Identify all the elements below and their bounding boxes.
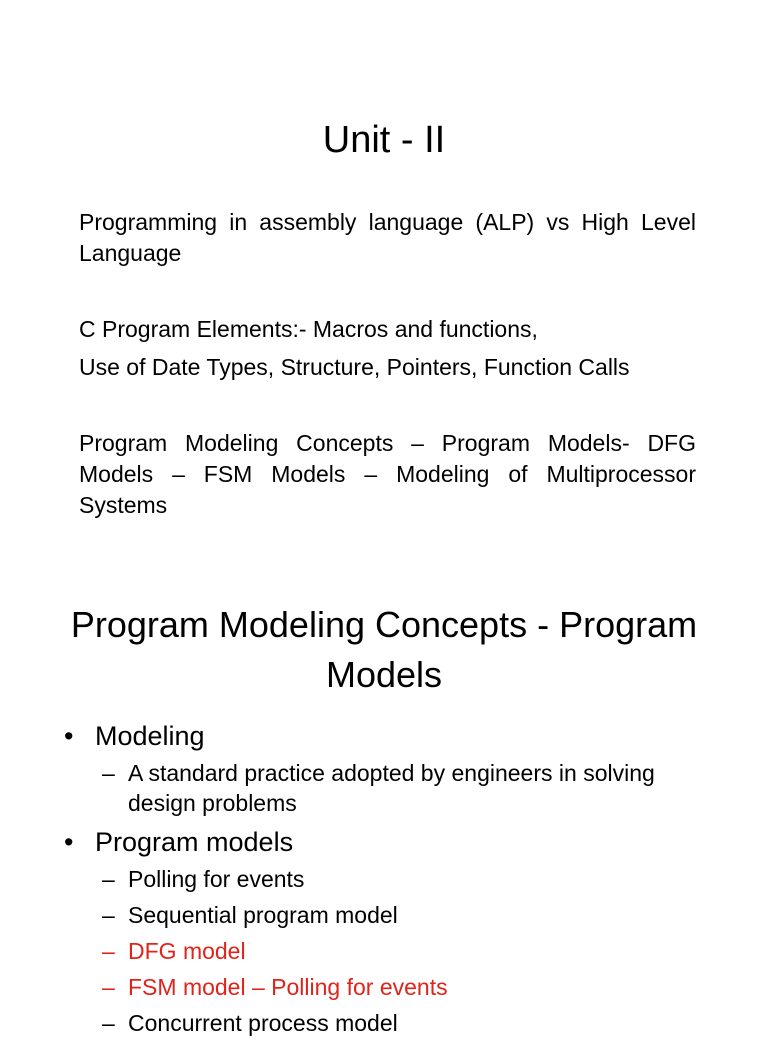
bullet-label: Modeling [95,721,205,751]
sub-item-text: Polling for events [128,866,305,892]
sub-item [0,900,768,930]
sub-item [0,758,768,818]
sub-dash: – [102,760,115,786]
sub-dash: – [102,938,115,964]
sub-dash: – [102,866,115,892]
bullet-list [0,718,768,1044]
sub-item-text: A standard practice adopted by engineers in solving design problems [128,760,655,816]
sub-item-highlighted [0,972,768,1002]
paragraph-c-elements: C Program Elements:- Macros and functions, [79,316,538,342]
bullet-dot: • [64,721,74,751]
slide-title: Unit - II [322,119,446,161]
slide-title: Program Modeling Concepts - Program Models [70,604,698,695]
bullet-modeling [0,718,768,754]
sub-item-text: DFG model [128,938,246,964]
sub-dash: – [102,902,115,928]
sub-dash: – [102,1010,115,1036]
paragraph-data-types: Use of Date Types, Structure, Pointers, Function Calls [79,354,630,380]
sub-item [0,864,768,894]
bullet-program-models [0,824,768,860]
sub-item-text: Concurrent process model [128,1010,398,1036]
sub-item [0,1008,768,1038]
sub-item-text: Sequential program model [128,902,398,928]
slide-program-models [0,560,768,1036]
sub-item-highlighted [0,936,768,966]
paragraph-alp-vs-hll: Programming in assembly language (ALP) vs High Level Language [79,209,696,266]
sub-dash: – [102,974,115,1000]
paragraph-modeling-concepts: Program Modeling Concepts – Program Models- DFG Models – FSM Models – Modeling of Multiprocessor Systems [79,430,696,518]
sub-item-text: FSM model – Polling for events [128,974,448,1000]
bullet-dot: • [64,827,74,857]
bullet-label: Program models [95,827,294,857]
